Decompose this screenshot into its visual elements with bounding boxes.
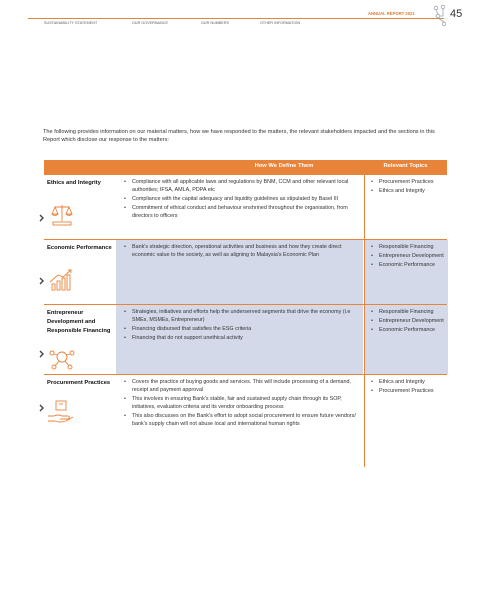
- definition-item: • Strategies, initiatives and efforts help the underserved segments that drive the economy (i.e SMEs, MSMEs, Entrepreneur): [124, 308, 360, 324]
- definition-item: • Financing disbursed that satisfies the ESG criteria: [124, 325, 360, 333]
- circuit-decoration-icon: [432, 4, 448, 28]
- table-row: [44, 374, 447, 467]
- table-row: [44, 304, 447, 374]
- definition-item: • Compliance with the capital adequacy and liquidity guidelines as stipulated by Basel III: [124, 195, 360, 203]
- column-header-topics: Relevant Topics: [383, 163, 428, 169]
- scales-icon: [38, 199, 78, 229]
- growth-chart-icon: [38, 266, 78, 296]
- nav-numbers[interactable]: OUR NUMBERS: [201, 21, 230, 25]
- row-title-cell: [44, 305, 115, 374]
- intro-paragraph: The following provides information on our material matters, how we have responded to the matters, the relevant stakeholders impacted and the sections in this Report which disclose our response to the matters:: [43, 129, 435, 144]
- procurement-box-icon: [38, 399, 78, 429]
- table-row: [44, 174, 447, 239]
- topic-item: • Responsible Financing: [371, 243, 445, 251]
- row-title: Procurement Practices: [47, 380, 111, 386]
- topic-item: • Economic Performance: [371, 261, 445, 269]
- page-number: 45: [450, 8, 463, 20]
- definition-item: • This involves in ensuring Bank's stable, fair and sustained supply chain through its SOP, initiatives, evaluation criteria and its vendor onboarding process: [124, 395, 360, 411]
- row-title-cell: [44, 175, 115, 239]
- definition-item: • Financing that do not support unethical activity: [124, 334, 360, 342]
- section-nav: [44, 21, 424, 29]
- row-title: Economic Performance: [47, 245, 112, 251]
- row-title-cell: [44, 375, 115, 467]
- topic-item: • Responsible Financing: [371, 308, 445, 316]
- topics-cell: [364, 305, 448, 374]
- table-header: [44, 160, 447, 174]
- definition-cell: [116, 375, 363, 467]
- nav-other-info[interactable]: OTHER INFORMATION: [260, 21, 301, 25]
- topic-item: • Ethics and Integrity: [371, 187, 445, 195]
- definition-cell: [116, 305, 363, 374]
- header-rule: [28, 18, 444, 19]
- definition-item: • Covers the practice of buying goods and services. This will include processing of a demand, receipt and payment approval: [124, 378, 360, 394]
- topics-cell: [364, 175, 448, 239]
- nav-sustainability[interactable]: SUSTAINABILITY STATEMENT: [44, 21, 98, 25]
- topics-cell: [364, 240, 448, 304]
- nav-governance[interactable]: OUR GOVERNANCE: [132, 21, 168, 25]
- topic-item: • Ethics and Integrity: [371, 378, 445, 386]
- definition-item: • Bank's strategic direction, operational activities and business and how they create direct economic value to the society, as well as aligning to Malaysia's Economic Plan: [124, 243, 360, 259]
- row-title-cell: [44, 240, 115, 304]
- report-title: ANNUAL REPORT 2021: [368, 11, 415, 16]
- topic-item: • Procurement Practices: [371, 387, 445, 395]
- table-row: [44, 239, 447, 304]
- definition-item: • Commitment of ethical conduct and behaviour enshrined throughout the organisation, from directors to officers: [124, 204, 360, 220]
- topic-item: • Entrepreneur Development: [371, 317, 445, 325]
- definition-item: • This also discusses on the Bank's effort to adopt social procurement to ensure future vendors/ bank's supply chain will not abuse local and international human rights: [124, 412, 360, 428]
- row-title: Entrepreneur Development and Responsible Financing: [47, 310, 111, 334]
- definition-item: • Compliance with all applicable laws and regulations by BNM, CCM and other relevant local authorities; IFSA, AMLA, PDPA etc: [124, 178, 360, 194]
- definition-cell: [116, 175, 363, 239]
- topic-item: • Procurement Practices: [371, 178, 445, 186]
- network-icon: [38, 343, 78, 373]
- topic-item: • Entrepreneur Development: [371, 252, 445, 260]
- topic-item: • Economic Performance: [371, 326, 445, 334]
- column-header-definition: How We Define Them: [254, 163, 314, 169]
- definition-cell: [116, 240, 363, 304]
- material-matters-table: [44, 160, 447, 467]
- topics-cell: [364, 375, 448, 467]
- row-title: Ethics and Integrity: [47, 180, 101, 186]
